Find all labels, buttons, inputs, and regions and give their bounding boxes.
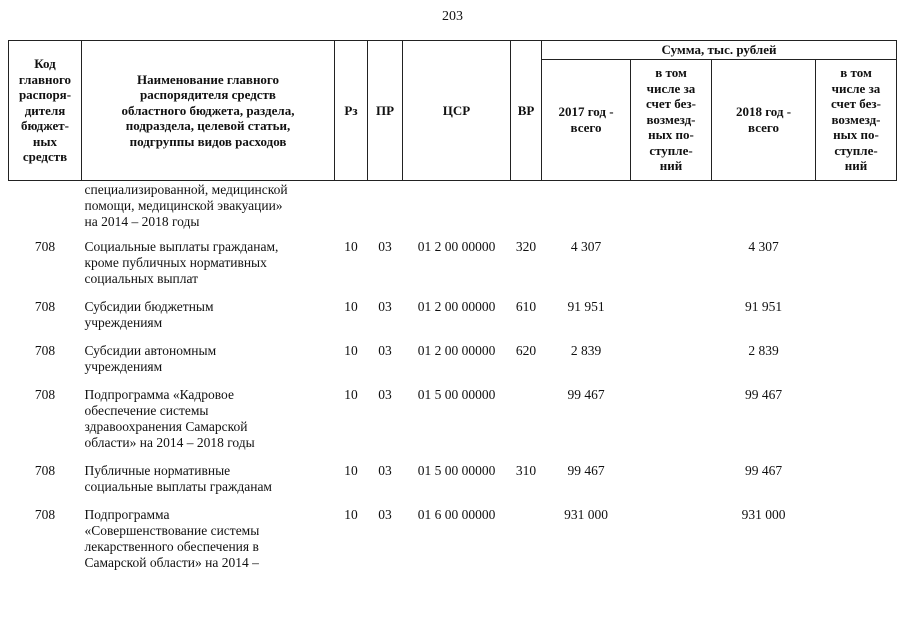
row-csr: 01 2 00 00000 bbox=[417, 298, 496, 314]
row-gratuitous-2017 bbox=[631, 342, 712, 386]
text-line: Субсидии бюджетным bbox=[84, 298, 214, 314]
row-code bbox=[9, 180, 82, 238]
row-gratuitous-2018 bbox=[816, 238, 897, 298]
text-line: кроме публичных нормативных bbox=[84, 254, 267, 270]
row-sum-2018: 99 467 bbox=[744, 386, 783, 402]
text-line: в том bbox=[655, 65, 687, 81]
row-rz bbox=[335, 180, 368, 238]
row-csr bbox=[403, 180, 511, 238]
row-gratuitous-2018 bbox=[816, 506, 897, 582]
row-name bbox=[82, 298, 335, 342]
row-name bbox=[82, 238, 335, 298]
row-csr: 01 2 00 00000 bbox=[417, 238, 496, 254]
row-vr: 620 bbox=[515, 342, 537, 358]
text-line: ний bbox=[844, 158, 868, 174]
row-pr bbox=[368, 180, 403, 238]
text-line: дителя bbox=[24, 102, 66, 118]
row-vr: 320 bbox=[515, 238, 537, 254]
row-code: 708 bbox=[34, 298, 56, 314]
text-line: «Совершенствование системы bbox=[84, 522, 260, 538]
table-row bbox=[9, 180, 897, 238]
text-line: средств bbox=[22, 149, 68, 164]
row-gratuitous-2018 bbox=[816, 462, 897, 506]
row-pr: 03 bbox=[378, 386, 392, 402]
text-line: счет без- bbox=[831, 96, 881, 112]
row-sum-2017 bbox=[542, 180, 631, 238]
text-line: возмезд- bbox=[646, 111, 696, 127]
row-pr: 03 bbox=[378, 462, 392, 478]
row-sum-2017: 91 951 bbox=[567, 298, 605, 314]
header-csr: ЦСР bbox=[403, 41, 511, 181]
text-line: Подпрограмма «Кадровое bbox=[84, 386, 234, 402]
row-gratuitous-2017 bbox=[631, 298, 712, 342]
row-gratuitous-2018 bbox=[816, 298, 897, 342]
table-row bbox=[9, 342, 897, 386]
row-rz: 10 bbox=[344, 386, 358, 402]
row-sum-2018: 2 839 bbox=[748, 342, 779, 358]
row-pr: 03 bbox=[378, 506, 392, 522]
row-gratuitous-2018 bbox=[816, 180, 897, 238]
text-line: ных по- bbox=[648, 127, 694, 143]
row-sum-2017: 99 467 bbox=[567, 462, 605, 478]
row-csr: 01 2 00 00000 bbox=[417, 342, 496, 358]
row-vr bbox=[511, 386, 542, 462]
row-rz: 10 bbox=[344, 238, 358, 254]
text-line: всего bbox=[748, 119, 779, 135]
text-line: на 2014 – 2018 годы bbox=[84, 213, 200, 229]
table-row bbox=[9, 386, 897, 462]
text-line: бюджет- bbox=[20, 118, 69, 133]
header-2017-gratuitous bbox=[631, 59, 712, 180]
row-rz: 10 bbox=[344, 506, 358, 522]
text-line: Социальные выплаты гражданам, bbox=[84, 238, 279, 254]
row-gratuitous-2017 bbox=[631, 386, 712, 462]
table-row bbox=[9, 298, 897, 342]
table-body bbox=[9, 180, 897, 582]
header-2018-total bbox=[712, 59, 816, 180]
row-pr: 03 bbox=[378, 342, 392, 358]
header-vr: ВР bbox=[511, 41, 542, 181]
row-rz: 10 bbox=[344, 462, 358, 478]
row-gratuitous-2017 bbox=[631, 462, 712, 506]
row-vr: 610 bbox=[515, 298, 537, 314]
row-name bbox=[82, 386, 335, 462]
text-line: Публичные нормативные bbox=[84, 462, 231, 478]
row-name bbox=[82, 180, 335, 238]
row-sum-2017: 4 307 bbox=[570, 238, 602, 254]
text-line: Самарской области» на 2014 – bbox=[84, 554, 259, 570]
text-line: всего bbox=[570, 119, 602, 135]
text-line: 2017 год - bbox=[558, 104, 614, 119]
text-line: учреждениям bbox=[84, 358, 163, 374]
row-gratuitous-2017 bbox=[631, 506, 712, 582]
header-2017-total bbox=[542, 59, 631, 180]
text-line: помощи, медицинской эвакуации» bbox=[84, 197, 283, 213]
text-line: Подпрограмма bbox=[84, 506, 170, 522]
text-line: Субсидии автономным bbox=[84, 342, 217, 358]
header-code bbox=[9, 41, 82, 181]
row-name bbox=[82, 506, 335, 582]
text-line: ных по- bbox=[833, 127, 879, 143]
row-rz: 10 bbox=[344, 342, 358, 358]
row-code: 708 bbox=[34, 506, 56, 522]
text-line: подраздела, целевой статьи, bbox=[125, 118, 291, 133]
table-row bbox=[9, 506, 897, 582]
row-code: 708 bbox=[34, 462, 56, 478]
row-sum-2018 bbox=[712, 180, 816, 238]
text-line: лекарственного обеспечения в bbox=[84, 538, 259, 554]
text-line: Наименование главного bbox=[136, 71, 280, 87]
row-sum-2018: 99 467 bbox=[744, 462, 783, 478]
row-code: 708 bbox=[34, 342, 56, 358]
header-rz: Рз bbox=[335, 41, 368, 181]
row-gratuitous-2018 bbox=[816, 342, 897, 386]
row-sum-2018: 931 000 bbox=[741, 506, 786, 522]
row-csr: 01 5 00 00000 bbox=[417, 386, 496, 402]
header-2018-gratuitous bbox=[816, 59, 897, 180]
row-sum-2017: 2 839 bbox=[570, 342, 602, 358]
row-gratuitous-2017 bbox=[631, 180, 712, 238]
row-gratuitous-2017 bbox=[631, 238, 712, 298]
text-line: 2018 год - bbox=[735, 104, 792, 119]
row-vr: 310 bbox=[515, 462, 537, 478]
text-line: ступле- bbox=[649, 142, 693, 158]
text-line: Код bbox=[34, 56, 56, 71]
row-vr bbox=[511, 180, 542, 238]
text-line: распоря- bbox=[18, 87, 72, 102]
header-pr: ПР bbox=[368, 41, 403, 181]
text-line: обеспечение системы bbox=[84, 402, 209, 418]
text-line: ний bbox=[659, 158, 683, 174]
row-gratuitous-2018 bbox=[816, 386, 897, 462]
text-line: подгруппы видов расходов bbox=[129, 133, 287, 149]
text-line: специализированной, медицинской bbox=[84, 181, 288, 197]
text-line: ных bbox=[32, 133, 58, 149]
text-line: числе за bbox=[646, 80, 696, 96]
table-row bbox=[9, 238, 897, 298]
text-line: здравоохранения Самарской bbox=[84, 418, 248, 434]
row-name bbox=[82, 342, 335, 386]
header-name bbox=[82, 41, 335, 181]
row-sum-2018: 91 951 bbox=[744, 298, 783, 314]
row-name bbox=[82, 462, 335, 506]
row-csr: 01 5 00 00000 bbox=[417, 462, 496, 478]
row-code: 708 bbox=[34, 238, 56, 254]
header-sum-group: Сумма, тыс. рублей bbox=[542, 41, 897, 60]
text-line: главного bbox=[18, 71, 72, 87]
row-rz: 10 bbox=[344, 298, 358, 314]
text-line: возмезд- bbox=[831, 111, 881, 127]
text-line: области» на 2014 – 2018 годы bbox=[84, 434, 255, 450]
text-line: социальные выплаты гражданам bbox=[84, 478, 272, 494]
text-line: распорядителя средств bbox=[140, 87, 276, 102]
table-row bbox=[9, 462, 897, 506]
row-vr bbox=[511, 506, 542, 582]
text-line: счет без- bbox=[646, 96, 696, 112]
budget-table bbox=[8, 40, 897, 582]
row-code: 708 bbox=[34, 386, 56, 402]
row-sum-2017: 931 000 bbox=[564, 506, 608, 522]
text-line: в том bbox=[840, 65, 872, 81]
text-line: областного бюджета, раздела, bbox=[121, 102, 295, 118]
row-csr: 01 6 00 00000 bbox=[417, 506, 496, 522]
row-sum-2018: 4 307 bbox=[748, 238, 779, 254]
text-line: социальных выплат bbox=[84, 270, 199, 286]
page-number: 203 bbox=[442, 9, 463, 24]
text-line: ступле- bbox=[834, 142, 878, 158]
row-sum-2017: 99 467 bbox=[567, 386, 605, 402]
text-line: учреждениям bbox=[84, 314, 163, 330]
table-header-row bbox=[9, 41, 897, 60]
row-pr: 03 bbox=[378, 298, 392, 314]
text-line: числе за bbox=[831, 80, 881, 96]
row-pr: 03 bbox=[378, 238, 392, 254]
